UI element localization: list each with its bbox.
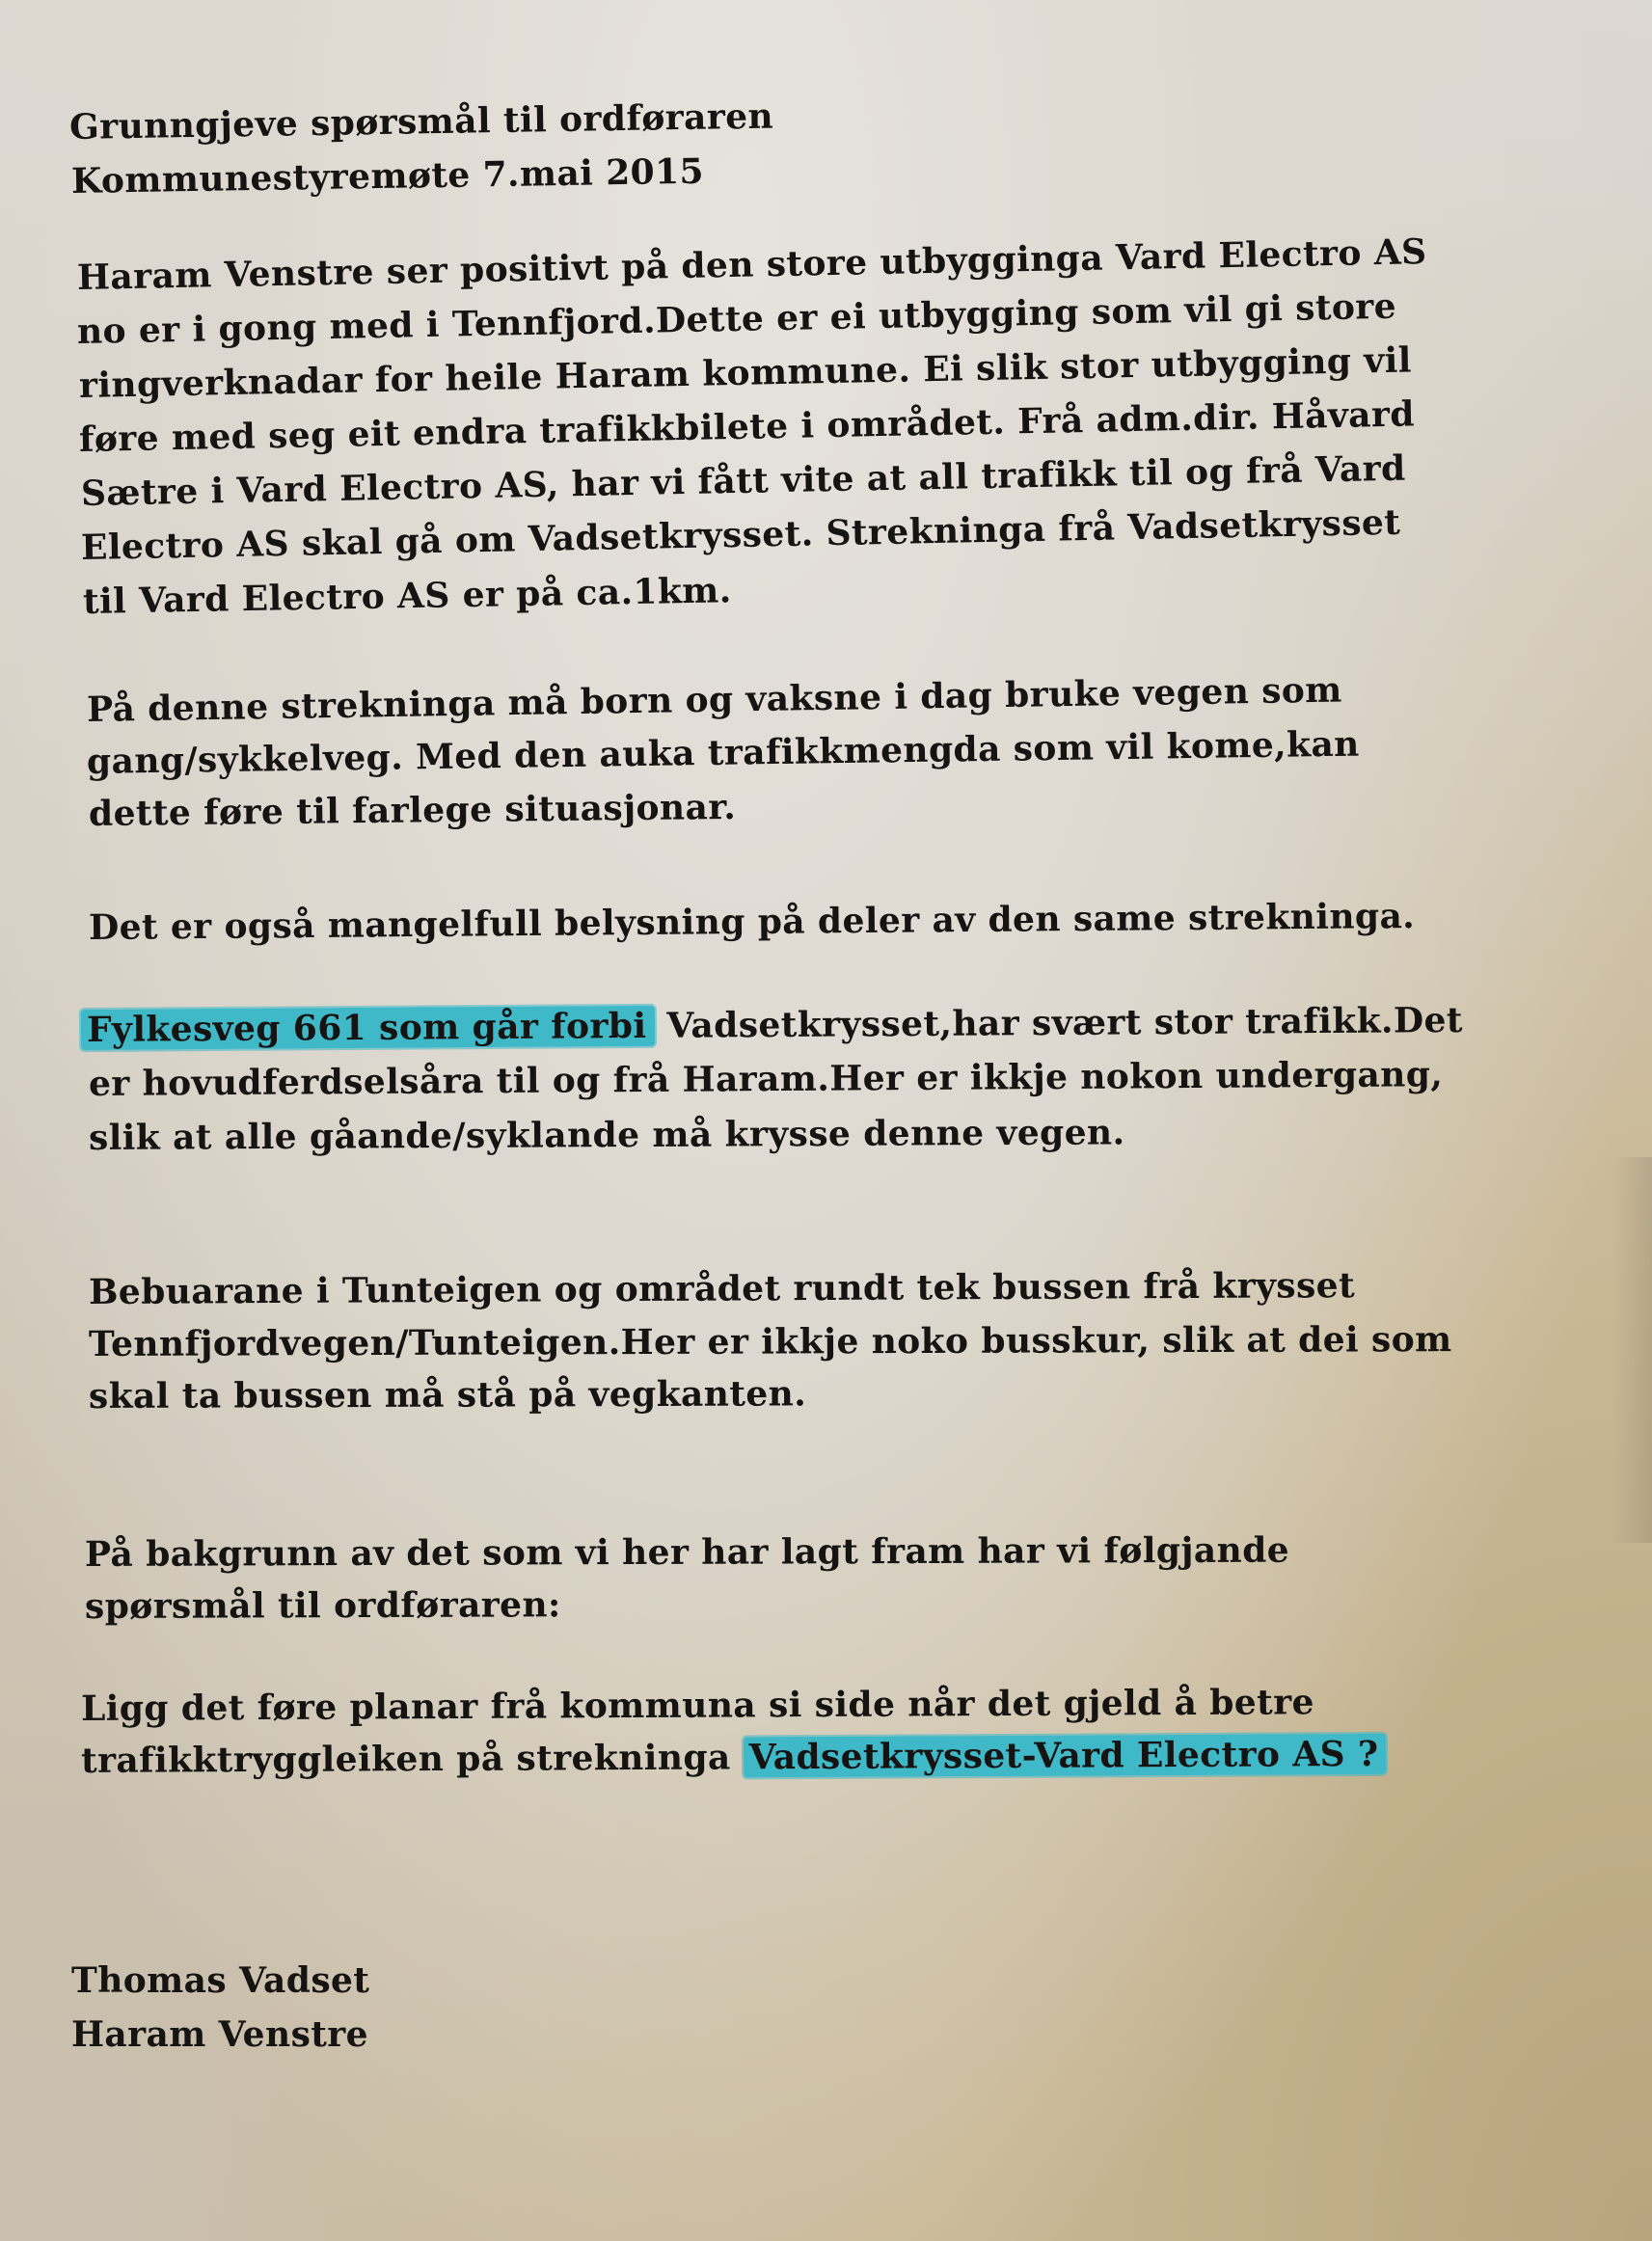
p5-line-3: skal ta bussen må stå på vegkanten. (88, 1373, 807, 1417)
p1-line-7: til Vard Electro AS er på ca.1km. (82, 570, 732, 622)
p6-line-1: På bakgrunn av det som vi her har lagt fram har vi følgjande (84, 1529, 1290, 1575)
question-line-2 (81, 1731, 1387, 1784)
question-line-2-start: trafikktryggleiken på strekninga (80, 1737, 744, 1781)
p5-line-2: Tennfjordvegen/Tunteigen.Her er ikkje noko busskur, slik at dei som (88, 1319, 1452, 1364)
question-line-1: Ligg det føre planar frå kommuna si side når det gjeld å betre (80, 1682, 1314, 1729)
p6-line-2: spørsmål til ordføraren: (84, 1584, 561, 1627)
doc-title: Grunngjeve spørsmål til ordføraren (68, 95, 774, 148)
p2-line-1: På denne strekninga må born og vaksne i dag bruke vegen som (86, 669, 1343, 730)
p3-line-1: Det er også mangelfull belysning på deler av den same strekninga. (88, 896, 1416, 948)
p1-line-6: Electro AS skal gå om Vadsetkrysset. Strekninga frå Vadsetkrysset (80, 501, 1401, 568)
highlighted-text-fylkesveg: Fylkesveg 661 som går forbi (81, 1006, 655, 1050)
p1-line-1: Haram Venstre ser positivt på den store utbygginga Vard Electro AS (76, 231, 1427, 298)
doc-subtitle: Kommunestyremøte 7.mai 2015 (70, 150, 705, 202)
p4-line-1-rest: Vadsetkrysset,har svært stor trafikk.Det (654, 999, 1463, 1046)
p1-line-4: føre med seg eit endra trafikkbilete i området. Frå adm.dir. Håvard (78, 393, 1416, 460)
p4-line-1 (81, 997, 1463, 1053)
p2-line-3: dette føre til farlege situasjonar. (88, 786, 737, 834)
p2-line-2: gang/sykkelveg. Med den auka trafikkmengda som vil kome,kan (86, 723, 1360, 782)
p1-line-5: Sætre i Vard Electro AS, har vi fått vite at all trafikk til og frå Vard (80, 447, 1406, 514)
p1-line-2: no er i gong med i Tennfjord.Dette er ei utbygging som vil gi store (76, 285, 1397, 352)
p5-line-1: Bebuarane i Tunteigen og området rundt tek bussen frå krysset (88, 1265, 1356, 1312)
p1-line-3: ringverknadar for heile Haram kommune. Ei slik stor utbygging vil (78, 339, 1413, 406)
paper-fold-shadow (1613, 1157, 1652, 1543)
signature-name: Thomas Vadset (71, 1960, 370, 2001)
highlighted-text-strekning: Vadsetkrysset-Vard Electro AS ? (744, 1734, 1387, 1777)
p4-line-3: slik at alle gåande/syklande må krysse denne vegen. (88, 1112, 1125, 1158)
p4-line-2: er hovudferdselsåra til og frå Haram.Her er ikkje nokon undergang, (88, 1054, 1444, 1104)
signature-party: Haram Venstre (71, 2014, 368, 2055)
